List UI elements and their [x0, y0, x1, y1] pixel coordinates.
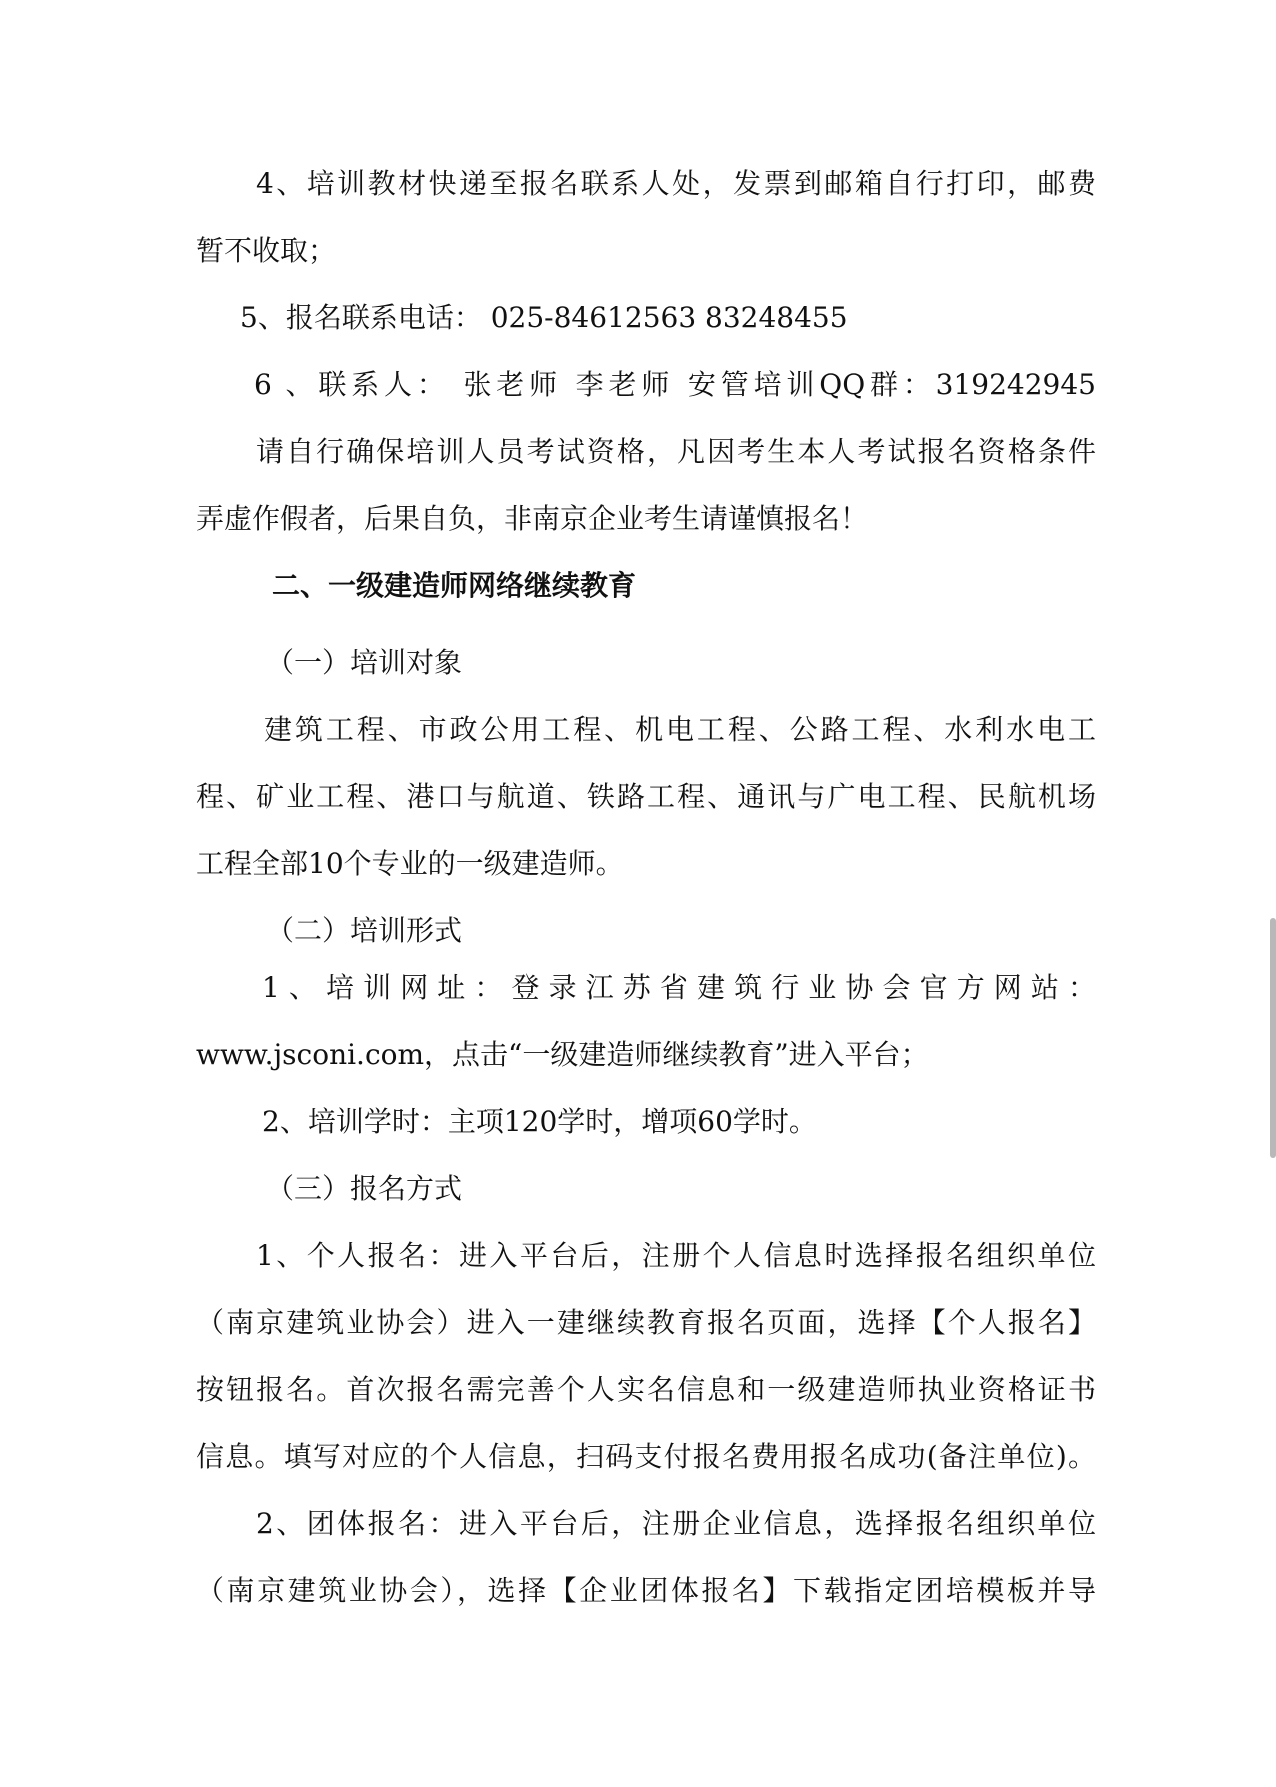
text-line: （南京建筑业协会）进入一建继续教育报名页面，选择【个人报名】: [196, 1306, 1096, 1339]
text-line: （南京建筑业协会），选择【企业团体报名】下载指定团培模板并导: [196, 1574, 1096, 1607]
subsection-heading: （二）培训形式: [266, 914, 463, 947]
text-line: 2、团体报名：进入平台后，注册企业信息，选择报名组织单位: [256, 1507, 1096, 1540]
text-line: 信息。填写对应的个人信息，扫码支付报名费用报名成功(备注单位)。: [196, 1440, 1096, 1473]
text-line: 暂不收取；: [196, 234, 337, 267]
text-line: 程、矿业工程、港口与航道、铁路工程、通讯与广电工程、民航机场: [196, 780, 1096, 813]
contact-person-line: 6 、联系人： 张老师 李老师 安管培训QQ群：319242945: [254, 368, 1096, 401]
section-heading: 二、一级建造师网络继续教育: [272, 569, 637, 602]
subsection-heading: （三）报名方式: [266, 1172, 463, 1205]
text-line: 工程全部10个专业的一级建造师。: [196, 847, 624, 880]
website-line: www.jsconi.com，点击“一级建造师继续教育”进入平台；: [196, 1038, 929, 1071]
text-line: 1、个人报名：进入平台后，注册个人信息时选择报名组织单位: [256, 1239, 1096, 1272]
contact-phone-line: 5、报名联系电话： 025-84612563 83248455: [240, 301, 848, 334]
text-line: 弄虚作假者，后果自负，非南京企业考生请谨慎报名！: [196, 502, 869, 535]
text-line: 4、培训教材快递至报名联系人处，发票到邮箱自行打印，邮费: [256, 167, 1096, 200]
scrollbar[interactable]: [1270, 918, 1276, 1158]
text-line: 建筑工程、市政公用工程、机电工程、公路工程、水利水电工: [264, 713, 1096, 746]
text-line: 请自行确保培训人员考试资格，凡因考生本人考试报名资格条件: [256, 435, 1096, 468]
text-line: 2、培训学时：主项120学时，增项60学时。: [262, 1105, 817, 1138]
text-line: 按钮报名。首次报名需完善个人实名信息和一级建造师执业资格证书: [196, 1373, 1096, 1406]
text-line: 1、培训网址：登录江苏省建筑行业协会官方网站：: [262, 971, 1096, 1004]
subsection-heading: （一）培训对象: [266, 646, 463, 679]
